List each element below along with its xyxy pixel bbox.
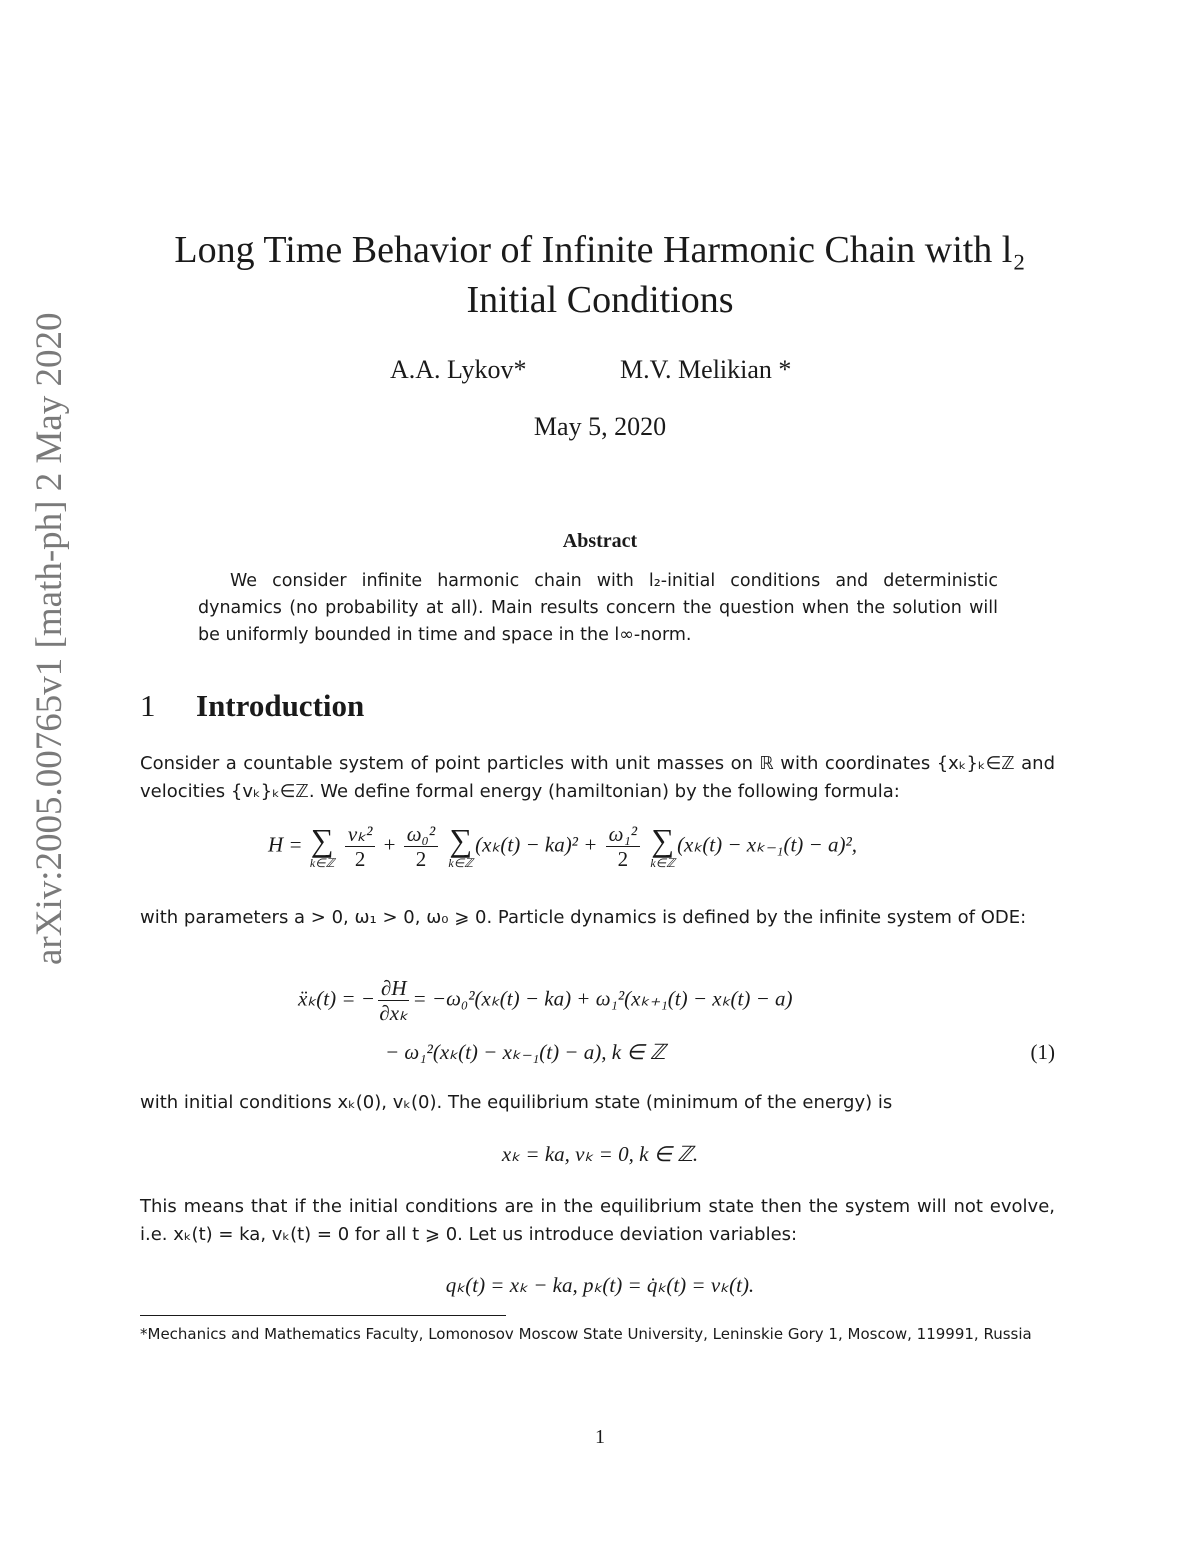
arxiv-sidebar-stamp: arXiv:2005.00765v1 [math-ph] 2 May 2020 (29, 312, 70, 965)
paragraph-4: This means that if the initial conditions are in the equilibrium state then the system will not evolve, i.e. xₖ(t) = ka, vₖ(t) = 0 for all t ⩾ 0. Let us introduce deviation variables: (140, 1196, 1055, 1245)
eq-term3-body: (xₖ(t) − xₖ₋₁(t) − a)², (677, 832, 857, 857)
section-heading (140, 688, 364, 724)
paper-title-line-1: Long Time Behavior of Infinite Harmonic Chain with l₂ (174, 229, 1026, 271)
equation-number: (1) (1030, 1040, 1055, 1064)
abstract-heading: Abstract (562, 530, 638, 552)
eq-h-lhs: H = (268, 832, 303, 857)
sum-index: k∈ℤ (448, 855, 474, 870)
page-number: 1 (595, 1426, 605, 1448)
eq-term2-body: (xₖ(t) − ka)² + (475, 832, 598, 857)
footnote-divider (140, 1315, 506, 1316)
fraction-term2: $\frac{\text{ω₀²}}{2}$ (404, 822, 438, 871)
paragraph-2: with parameters a > 0, ω₁ > 0, ω₀ ⩾ 0. Particle dynamics is defined by the infinite system of ODE: (140, 907, 1027, 928)
paragraph-1: Consider a countable system of point particles with unit masses on ℝ with coordinates {xₖ}ₖ∈ℤ and velocities {vₖ}ₖ∈ℤ. We define formal energy (hamiltonian) by the following formula: (140, 753, 1055, 802)
ode-lhs: ẍₖ(t) = − (298, 986, 375, 1011)
abstract-text: We consider infinite harmonic chain with l₂-initial conditions and deterministic dynamics (no probability at all). Main results concern the question when the solution will be uniformly bounded in time and space in the l∞-norm. (198, 571, 998, 645)
ode-equation-line-2: − ω₁²(xₖ(t) − xₖ₋₁(t) − a), k ∈ ℤ (385, 1040, 666, 1064)
ode-rhs: = −ω₀²(xₖ(t) − ka) + ω₁²(xₖ₊₁(t) − xₖ(t) − a) (412, 986, 793, 1011)
sum-index: k∈ℤ (309, 855, 335, 870)
paper-title-line-2: Initial Conditions (466, 279, 734, 321)
author-1: A.A. Lykov* (390, 355, 527, 384)
sum-symbol: ∑ k∈ℤ (448, 821, 474, 870)
fraction-partial: $\frac{\partial H}{\text{∂xₖ}}$ (379, 976, 409, 1025)
author-2: M.V. Melikian * (620, 355, 792, 384)
sum-symbol: ∑ k∈ℤ (309, 821, 335, 870)
hamiltonian-equation: H = ∑ k∈ℤ $\frac{\text{vₖ²}}{2}$ + $\frac{\text{ω₀²}}{2}$ ∑ k∈ℤ (xₖ(t) − ka)² + $\frac{\text{ω₁²}}{2}$ ∑ k∈ℤ (xₖ(t) − xₖ₋₁(t) − a)², (268, 821, 857, 871)
paper-date: May 5, 2020 (533, 412, 667, 441)
fraction-term3: $\frac{\text{ω₁²}}{2}$ (606, 822, 640, 871)
ode-equation-line-1 (298, 976, 793, 1025)
paragraph-3: with initial conditions xₖ(0), vₖ(0). The equilibrium state (minimum of the energy) is (140, 1092, 893, 1113)
deviation-equation: qₖ(t) = xₖ − ka, pₖ(t) = q̇ₖ(t) = vₖ(t). (445, 1273, 755, 1297)
equilibrium-equation: xₖ = ka, vₖ = 0, k ∈ ℤ. (501, 1142, 699, 1166)
fraction-term1: $\frac{\text{vₖ²}}{2}$ (345, 822, 376, 871)
footnote: *Mechanics and Mathematics Faculty, Lomonosov Moscow State University, Leninskie Gory 1, Moscow, 119991, Russia (140, 1325, 1032, 1343)
sum-index: k∈ℤ (650, 855, 676, 870)
section-title: Introduction (196, 688, 365, 723)
section-number: 1 (140, 688, 156, 723)
sum-symbol: ∑ k∈ℤ (650, 821, 676, 870)
